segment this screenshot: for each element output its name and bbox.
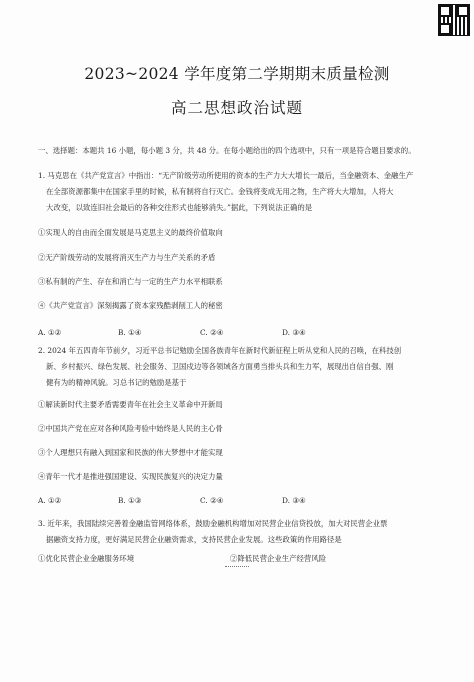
- q2-option: ③个人理想只有融入到国家和民族的伟大梦想中才能实现: [38, 448, 223, 457]
- q1-option: ③私有制的产生、存在和消亡与一定的生产力水平相联系: [38, 277, 223, 286]
- q1-stem-line: 在全部资源都集中在国家手里的时候，私有制将自行灭亡。金钱将变成无用之物，生产将大大增加，人将大: [46, 187, 394, 196]
- q1-option: ④《共产党宣言》深刻揭露了资本家残酷剥削工人的秘密: [38, 301, 223, 310]
- page-footer-mark: [225, 566, 249, 569]
- q3-option: ②降低民营企业生产经营风险: [230, 554, 327, 563]
- q2-choice-b: B. ①③: [118, 496, 142, 505]
- q2-choice-a: A. ①②: [38, 496, 62, 505]
- q1-choice-c: C. ②④: [200, 328, 224, 337]
- q3-stem-line: 据融资支持力度，更好满足民营企业融资需求，支持民营企业发展。这些政策的作用路径是: [46, 535, 342, 544]
- q3-option: ①优化民营企业金融服务环境: [38, 554, 135, 563]
- q1-choice-d: D. ③④: [282, 328, 306, 337]
- q1-choice-b: B. ①④: [118, 328, 142, 337]
- exam-subtitle: 高二思想政治试题: [170, 99, 303, 117]
- exam-title: 2023~2024 学年度第二学期期末质量检测: [84, 65, 390, 83]
- q1-option: ①实现人的自由而全面发展是马克思主义的最终价值取向: [38, 228, 223, 237]
- q2-stem-line: 新、乡村振兴、绿色发展、社会服务、卫国戍边等各领域各方面勇当排头兵和生力军，展现出自信自强、刚: [46, 362, 394, 371]
- q1-choice-a: A. ①②: [38, 328, 62, 337]
- q2-stem-line: 健有为的精神风貌。习总书记的勉励是基于: [46, 378, 187, 387]
- q1-stem-line: 1. 马克思在《共产党宣言》中指出：“无产阶级劳动所使用的资本的生产力大大增长一最后，当金融资本、金融生产: [38, 171, 414, 180]
- section-instructions: 一、选择题：本题共 16 小题，每小题 3 分，共 48 分。在每小题给出的四个选项中，只有一项是符合题目要求的。: [38, 146, 416, 155]
- q2-option: ①解读新时代主要矛盾需要青年在社会主义革命中开新局: [38, 400, 223, 409]
- q2-choice-c: C. ②④: [200, 496, 224, 505]
- q1-stem-line: 大改变，以致连旧社会最后的各种交往形式也能够消失。”据此，下列说法正确的是: [46, 203, 313, 212]
- q2-option: ④青年一代才是推进强国建设、实现民族复兴的决定力量: [38, 472, 223, 481]
- q2-choice-d: D. ③④: [282, 496, 306, 505]
- q2-stem-line: 2. 2024 年五四青年节前夕，习近平总书记勉励全国各族青年在新时代新征程上听从党和人民的召唤，在科技创: [38, 346, 402, 355]
- qr-code: [438, 4, 470, 36]
- q1-option: ②无产阶级劳动的发展将消灭生产力与生产关系的矛盾: [38, 253, 216, 262]
- q3-stem-line: 3. 近年来，我国陆续完善着金融监管网络体系，鼓励金融机构增加对民营企业信贷投放，加大对民营企业票: [38, 519, 388, 528]
- q2-option: ②中国共产党在应对各种风险考验中始终是人民的主心骨: [38, 424, 223, 433]
